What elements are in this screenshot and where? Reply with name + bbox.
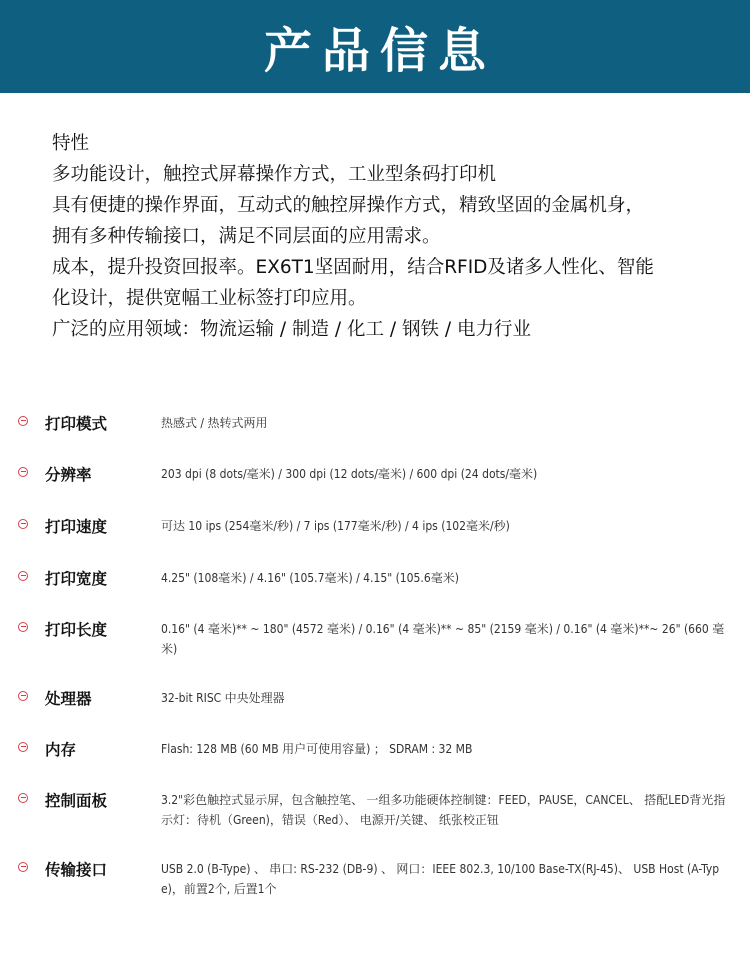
spec-label: 传输接口: [45, 861, 108, 879]
feature-line: 多功能设计，触控式屏幕操作方式，工业型条码打印机: [52, 164, 497, 185]
circle-minus-icon: [18, 571, 28, 581]
circle-minus-icon: [18, 519, 28, 529]
spec-label: 打印速度: [45, 518, 108, 536]
page-title: 产品信息: [263, 23, 496, 79]
features-section: [52, 128, 732, 345]
circle-minus-icon: [18, 862, 28, 872]
spec-label: 打印宽度: [45, 570, 108, 588]
spec-label: 分辨率: [45, 466, 92, 484]
spec-value: 32-bit RISC 中央处理器: [161, 691, 285, 705]
spec-value: 可达 10 ips (254毫米/秒) / 7 ips (177毫米/秒) / 4 ips (102毫米/秒): [161, 519, 510, 533]
spec-value: Flash: 128 MB (60 MB 用户可使用容量) ； SDRAM : 32 MB: [161, 742, 473, 756]
feature-line: 广泛的应用领域：物流运输 / 制造 / 化工 / 钢铁 / 电力行业: [52, 319, 531, 340]
spec-value: 0.16" (4 毫米)** ~ 180" (4572 毫米) / 0.16" (4 毫米)** ~ 85" (2159 毫米) / 0.16" (4 毫米)**~ 26" (660 毫米): [161, 622, 725, 656]
page-header: [0, 0, 750, 93]
feature-line: 拥有多种传输接口，满足不同层面的应用需求。: [52, 226, 441, 247]
circle-minus-icon: [18, 742, 28, 752]
circle-minus-icon: [18, 691, 28, 701]
spec-value: 热感式 / 热转式两用: [161, 416, 268, 430]
circle-minus-icon: [18, 622, 28, 632]
feature-line: 成本，提升投资回报率。EX6T1坚固耐用，结合RFID及诸多人性化、智能: [52, 257, 654, 278]
feature-line: 化设计，提供宽幅工业标签打印应用。: [52, 288, 367, 309]
circle-minus-icon: [18, 467, 28, 477]
spec-label: 处理器: [45, 690, 92, 708]
feature-line: 具有便捷的操作界面，互动式的触控屏操作方式，精致坚固的金属机身，: [52, 195, 645, 216]
spec-value: 203 dpi (8 dots/毫米) / 300 dpi (12 dots/毫米) / 600 dpi (24 dots/毫米): [161, 467, 538, 481]
circle-minus-icon: [18, 793, 28, 803]
spec-label: 打印长度: [45, 621, 108, 639]
circle-minus-icon: [18, 416, 28, 426]
spec-value: 3.2"彩色触控式显示屏，包含触控笔、 一组多功能硬体控制键：FEED，PAUSE，CANCEL、 搭配LED背光指示灯：待机（Green)，错误（Red）、 电源开/关键、 纸张校正钮: [161, 793, 726, 827]
spec-label: 内存: [45, 741, 77, 759]
spec-value: 4.25" (108毫米) / 4.16" (105.7毫米) / 4.15" (105.6毫米): [161, 571, 459, 585]
spec-label: 控制面板: [45, 792, 108, 810]
feature-heading: 特性: [52, 133, 90, 154]
spec-value: USB 2.0 (B-Type) 、 串口: RS-232 (DB-9) 、 网口：IEEE 802.3, 10/100 Base-TX(RJ-45)、 USB Host (A-Type)，前置2个, 后置1个: [161, 862, 720, 896]
spec-label: 打印模式: [45, 415, 108, 433]
